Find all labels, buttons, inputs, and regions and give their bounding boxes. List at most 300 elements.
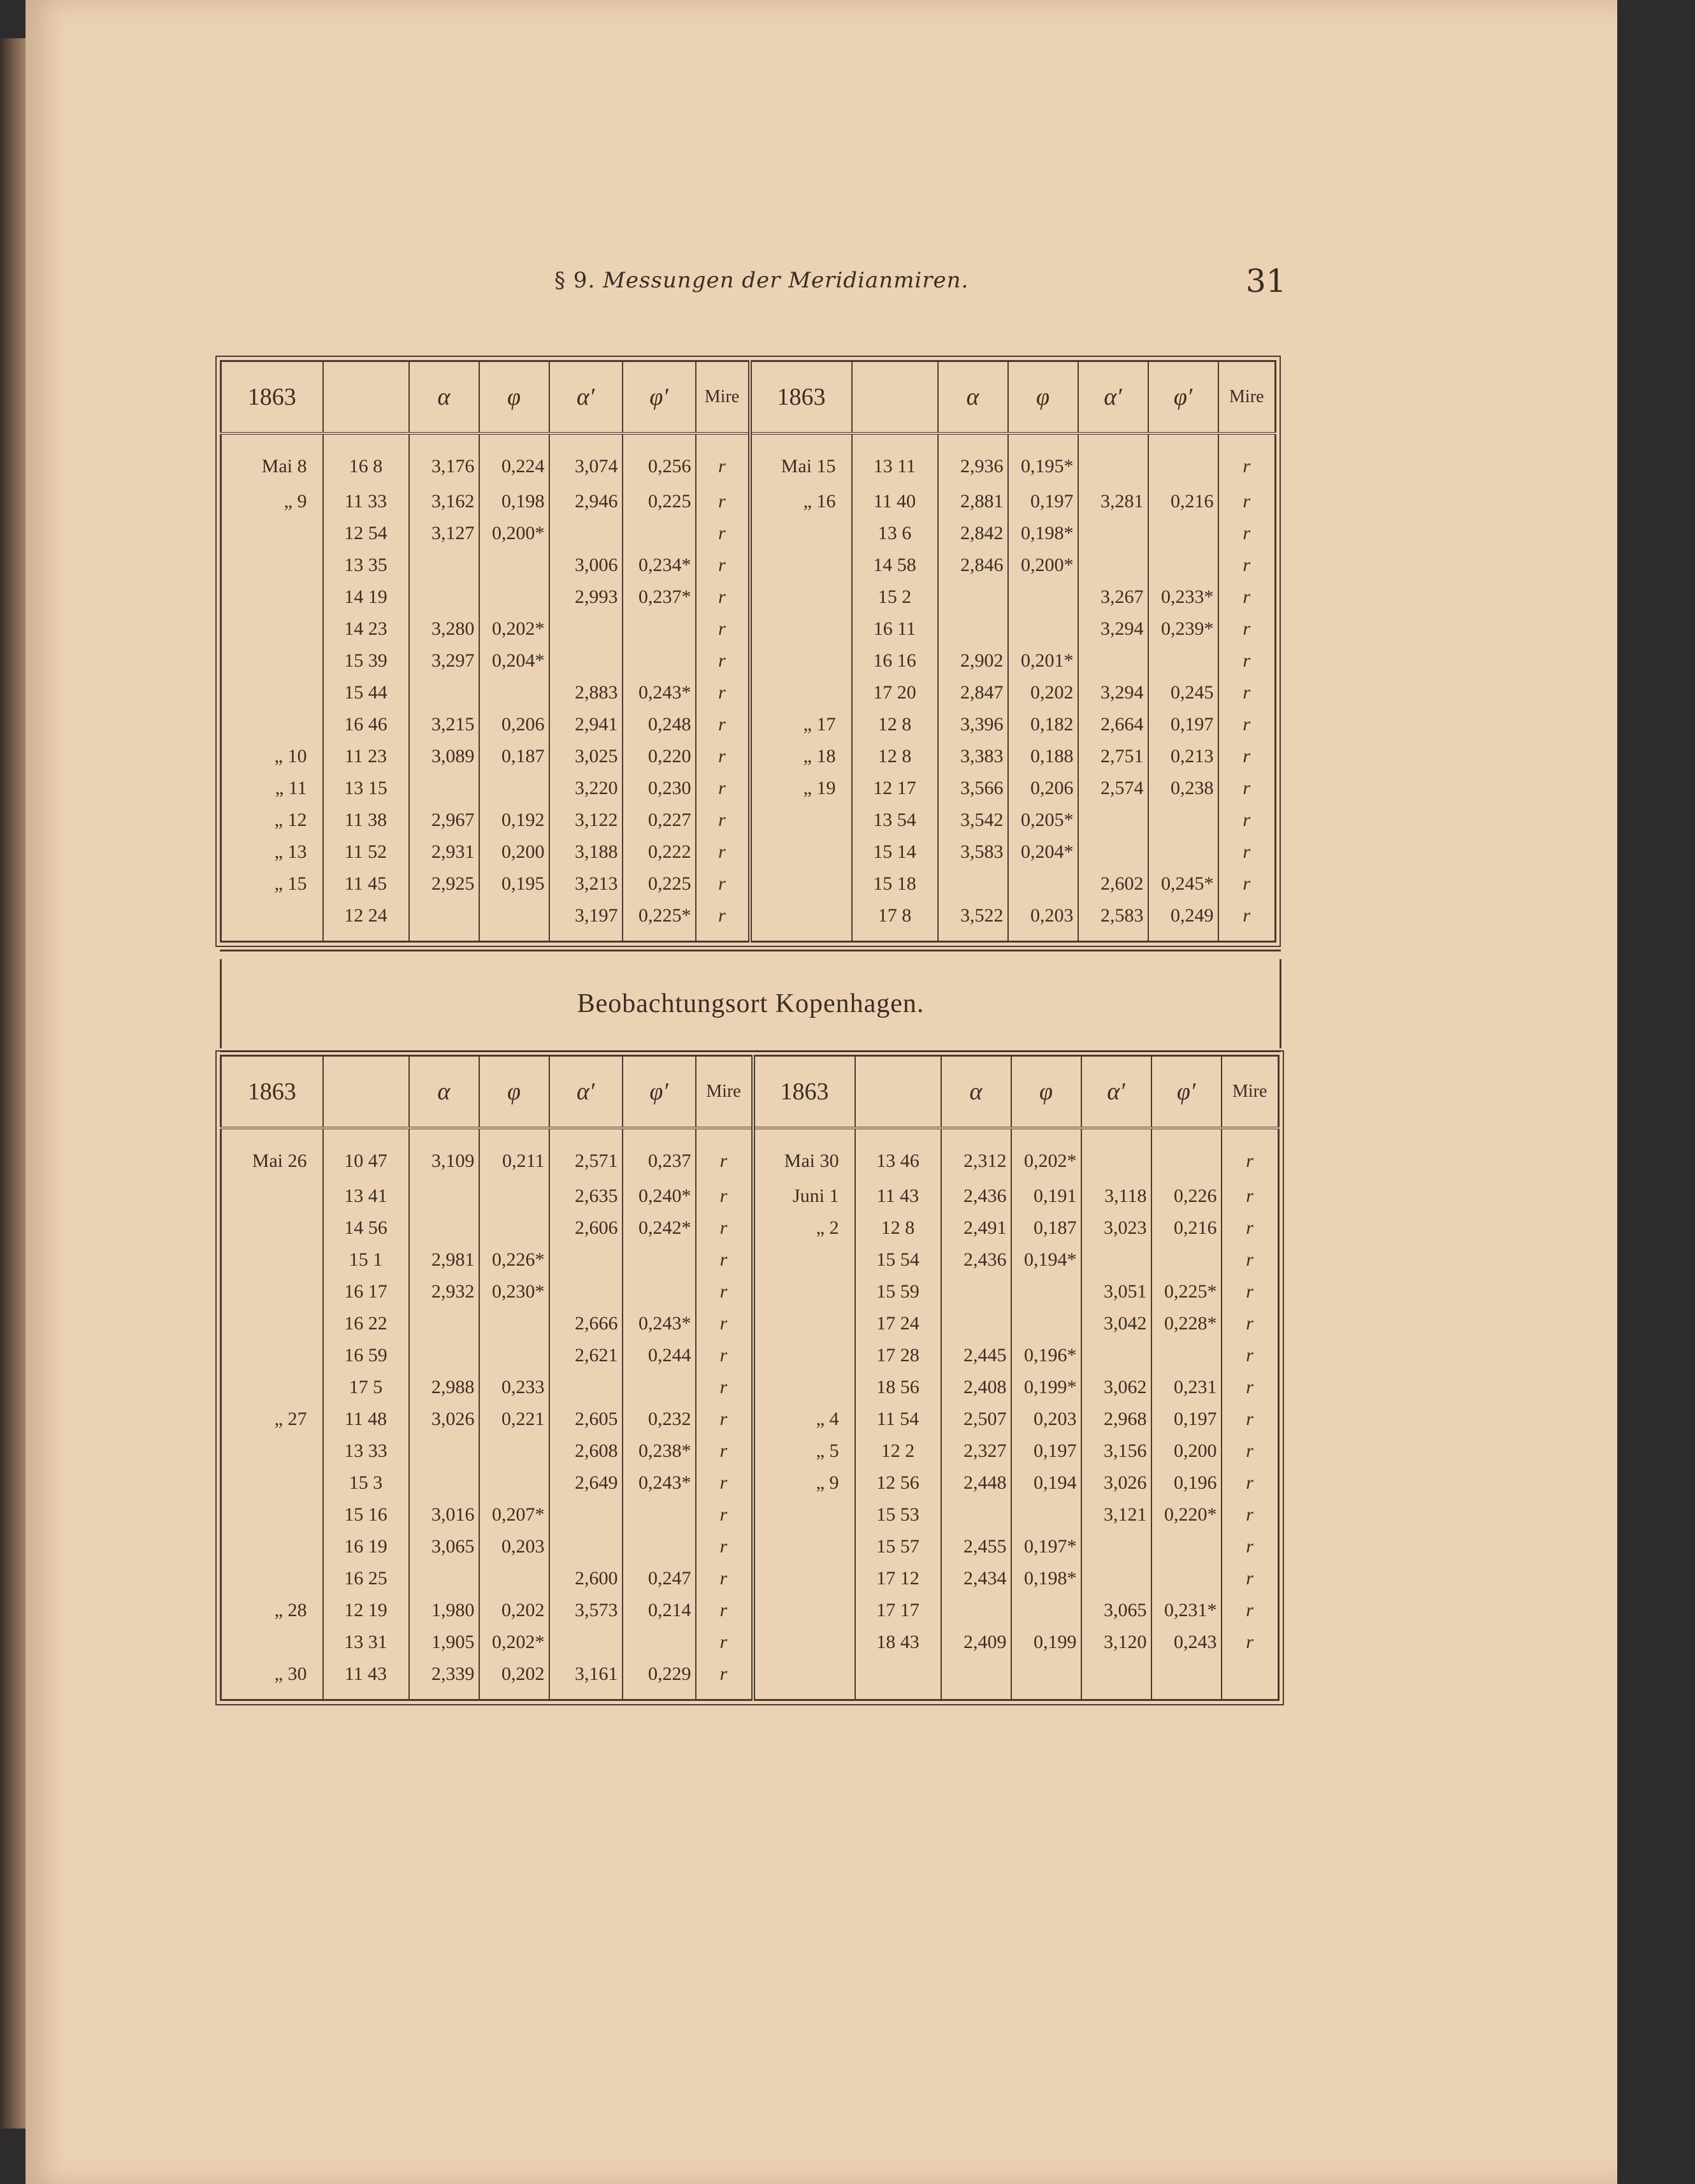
phi-prime-cell (1151, 1563, 1222, 1595)
phi-cell (479, 1212, 549, 1244)
date-cell (221, 1435, 323, 1467)
alpha-prime-cell: 3,026 (1081, 1467, 1151, 1499)
date-cell: „ 13 (274, 841, 307, 862)
table-header-row (221, 361, 1276, 434)
time-cell: 15 44 (323, 677, 409, 709)
date-cell: „ 9 (753, 1467, 855, 1499)
mire-cell: r (696, 1563, 753, 1595)
time-cell: 15 57 (855, 1531, 941, 1563)
mire-cell: r (1222, 1128, 1279, 1180)
mire-cell: r (1222, 1371, 1279, 1403)
phi-prime-cell: 0,196 (1151, 1467, 1222, 1499)
alpha-prime-cell (1078, 836, 1148, 868)
phi-prime-cell: 0,225* (1151, 1276, 1222, 1308)
mire-cell: r (1218, 433, 1276, 486)
date-cell (753, 1371, 855, 1403)
alpha-prime-cell: 2,605 (549, 1403, 623, 1435)
phi-prime-cell: 0,220 (623, 741, 696, 772)
mire-cell: r (1218, 549, 1276, 581)
time-header (323, 361, 409, 434)
alpha-prime-cell: 2,993 (549, 581, 623, 613)
date-cell (750, 900, 852, 942)
date-cell: „ 10 (274, 746, 307, 767)
date-cell (221, 1563, 323, 1595)
phi-prime-cell: 0,256 (623, 433, 696, 486)
alpha-prime-cell (549, 1371, 623, 1403)
time-cell: 18 43 (855, 1626, 941, 1658)
date-cell (750, 517, 852, 549)
phi-prime-cell (1148, 804, 1218, 836)
time-cell: 10 47 (323, 1128, 409, 1180)
time-cell: 16 22 (323, 1308, 409, 1340)
time-cell: 12 54 (323, 517, 409, 549)
mire-cell: r (696, 1244, 753, 1276)
table-row (221, 741, 1276, 772)
alpha-header: α (409, 1056, 479, 1129)
phi-cell: 0,197* (1011, 1531, 1081, 1563)
phi-prime-header: φ′ (623, 361, 696, 434)
time-cell: 16 59 (323, 1340, 409, 1371)
alpha-cell (409, 1467, 479, 1499)
alpha-cell: 1,905 (409, 1626, 479, 1658)
time-cell: 15 1 (323, 1244, 409, 1276)
phi-cell: 0,202* (479, 613, 549, 645)
time-cell: 13 41 (323, 1180, 409, 1212)
alpha-cell: 2,408 (941, 1371, 1011, 1403)
date-cell: Mai 8 (261, 456, 307, 477)
mire-cell: r (696, 581, 750, 613)
date-cell (221, 1467, 323, 1499)
table-row (221, 900, 1276, 942)
mire-cell: r (1218, 741, 1276, 772)
alpha-cell (941, 1308, 1011, 1340)
mire-cell: r (696, 645, 750, 677)
phi-prime-cell (623, 1531, 696, 1563)
alpha-cell: 2,846 (938, 549, 1008, 581)
phi-prime-cell (623, 1499, 696, 1531)
mire-cell: r (1222, 1467, 1279, 1499)
phi-cell (479, 1563, 549, 1595)
alpha-prime-cell: 3,120 (1081, 1626, 1151, 1658)
phi-prime-cell (623, 613, 696, 645)
phi-cell: 0,204* (1008, 836, 1078, 868)
phi-prime-cell: 0,225 (623, 486, 696, 517)
mire-cell: r (1218, 677, 1276, 709)
table-row (221, 1658, 1279, 1700)
phi-prime-cell: 0,231 (1151, 1371, 1222, 1403)
phi-prime-cell (1151, 1340, 1222, 1371)
mire-cell: r (1222, 1244, 1279, 1276)
phi-prime-cell: 0,228* (1151, 1308, 1222, 1340)
date-cell: Juni 1 (753, 1180, 855, 1212)
phi-cell (479, 1467, 549, 1499)
date-cell (753, 1595, 855, 1626)
phi-prime-cell: 0,232 (623, 1403, 696, 1435)
alpha-prime-cell: 2,883 (549, 677, 623, 709)
phi-cell: 0,202* (479, 1626, 549, 1658)
phi-cell: 0,182 (1008, 709, 1078, 741)
time-cell: 16 17 (323, 1276, 409, 1308)
alpha-cell (941, 1658, 1011, 1700)
phi-prime-cell: 0,239* (1148, 613, 1218, 645)
date-cell (753, 1308, 855, 1340)
phi-cell: 0,207* (479, 1499, 549, 1531)
phi-header: φ (1008, 361, 1078, 434)
alpha-prime-cell (1081, 1531, 1151, 1563)
phi-cell: 0,196* (1011, 1340, 1081, 1371)
alpha-prime-cell: 2,666 (549, 1308, 623, 1340)
time-cell: 11 48 (323, 1403, 409, 1435)
phi-prime-cell: 0,237* (623, 581, 696, 613)
date-cell (753, 1340, 855, 1371)
phi-cell: 0,195 (479, 868, 549, 900)
date-cell (221, 900, 323, 942)
year-header: 1863 (753, 1056, 855, 1129)
alpha-prime-cell: 2,602 (1078, 868, 1148, 900)
mire-cell: r (696, 1626, 753, 1658)
table-row (221, 1308, 1279, 1340)
alpha-prime-cell: 3,074 (549, 433, 623, 486)
time-cell: 11 33 (323, 486, 409, 517)
phi-header: φ (479, 1056, 549, 1129)
mire-cell: r (1218, 804, 1276, 836)
phi-prime-cell: 0,230 (623, 772, 696, 804)
date-cell: „ 30 (274, 1663, 307, 1684)
alpha-prime-cell (1078, 433, 1148, 486)
phi-prime-header: φ′ (623, 1056, 696, 1129)
mire-header: Mire (1218, 361, 1276, 434)
phi-prime-cell: 0,242* (623, 1212, 696, 1244)
date-cell: Mai 26 (252, 1150, 307, 1171)
phi-prime-cell (623, 1276, 696, 1308)
alpha-prime-cell: 3,023 (1081, 1212, 1151, 1244)
phi-cell: 0,191 (1011, 1180, 1081, 1212)
mire-header: Mire (696, 361, 750, 434)
time-cell: 16 46 (323, 709, 409, 741)
time-cell: 12 17 (852, 772, 938, 804)
phi-prime-cell: 0,225 (623, 868, 696, 900)
alpha-prime-cell: 2,606 (549, 1212, 623, 1244)
table-row (221, 1563, 1279, 1595)
mire-cell: r (1218, 517, 1276, 549)
phi-prime-cell: 0,238 (1148, 772, 1218, 804)
alpha-cell: 2,312 (941, 1128, 1011, 1180)
alpha-header: α (938, 361, 1008, 434)
phi-prime-cell: 0,240* (623, 1180, 696, 1212)
alpha-prime-cell: 3,573 (549, 1595, 623, 1626)
phi-cell: 0,200 (479, 836, 549, 868)
mire-cell: r (1222, 1435, 1279, 1467)
phi-cell: 0,202* (1011, 1128, 1081, 1180)
date-cell (753, 1626, 855, 1658)
phi-prime-cell: 0,216 (1151, 1212, 1222, 1244)
phi-prime-cell (623, 1371, 696, 1403)
date-cell (753, 1244, 855, 1276)
alpha-prime-cell: 3,188 (549, 836, 623, 868)
year-header: 1863 (221, 361, 323, 434)
table-row (221, 709, 1276, 741)
date-cell (750, 677, 852, 709)
time-cell: 11 43 (855, 1180, 941, 1212)
phi-prime-cell: 0,243* (623, 1467, 696, 1499)
phi-cell: 0,203 (1008, 900, 1078, 942)
alpha-prime-cell: 3,294 (1078, 677, 1148, 709)
alpha-cell: 2,507 (941, 1403, 1011, 1435)
mire-cell: r (696, 1531, 753, 1563)
date-cell: „ 9 (284, 491, 307, 512)
table-row (221, 836, 1276, 868)
observation-table-1 (220, 360, 1276, 943)
time-cell: 17 20 (852, 677, 938, 709)
mire-cell: r (696, 1276, 753, 1308)
phi-cell (1008, 613, 1078, 645)
date-cell (221, 645, 323, 677)
mire-cell (1222, 1658, 1279, 1700)
phi-prime-cell: 0,231* (1151, 1595, 1222, 1626)
table-row (221, 1371, 1279, 1403)
alpha-cell: 2,981 (409, 1244, 479, 1276)
alpha-cell (409, 1435, 479, 1467)
phi-prime-cell (623, 645, 696, 677)
alpha-prime-cell (1081, 1658, 1151, 1700)
chapter-title: Messungen der Meridianmiren. (603, 268, 969, 293)
table-body (221, 433, 1276, 942)
table-row (221, 1403, 1279, 1435)
alpha-cell: 2,936 (938, 433, 1008, 486)
alpha-prime-cell: 3,161 (549, 1658, 623, 1700)
phi-prime-cell (1148, 645, 1218, 677)
phi-prime-header: φ′ (1148, 361, 1218, 434)
time-cell: 12 2 (855, 1435, 941, 1467)
alpha-cell (409, 900, 479, 942)
alpha-prime-header: α′ (549, 1056, 623, 1129)
time-cell: 16 16 (852, 645, 938, 677)
phi-cell: 0,206 (479, 709, 549, 741)
phi-cell: 0,198* (1011, 1563, 1081, 1595)
alpha-cell: 2,902 (938, 645, 1008, 677)
phi-prime-cell: 0,200 (1151, 1435, 1222, 1467)
date-cell (221, 1531, 323, 1563)
mire-cell: r (1222, 1308, 1279, 1340)
mire-cell: r (1218, 772, 1276, 804)
alpha-prime-cell (549, 1531, 623, 1563)
phi-cell: 0,192 (479, 804, 549, 836)
phi-cell: 0,202 (479, 1658, 549, 1700)
alpha-prime-cell: 3,122 (549, 804, 623, 836)
table-row (221, 868, 1276, 900)
phi-cell: 0,203 (1011, 1403, 1081, 1435)
alpha-cell: 2,842 (938, 517, 1008, 549)
alpha-cell: 3,280 (409, 613, 479, 645)
date-cell (221, 1180, 323, 1212)
alpha-prime-cell: 2,635 (549, 1180, 623, 1212)
alpha-cell: 2,932 (409, 1276, 479, 1308)
phi-cell: 0,200* (479, 517, 549, 549)
mire-cell: r (1218, 836, 1276, 868)
phi-cell: 0,224 (479, 433, 549, 486)
mire-cell: r (1222, 1212, 1279, 1244)
time-cell: 12 8 (855, 1212, 941, 1244)
time-cell: 17 28 (855, 1340, 941, 1371)
time-cell: 11 43 (323, 1658, 409, 1700)
phi-prime-cell: 0,245* (1148, 868, 1218, 900)
mire-cell: r (696, 1658, 753, 1700)
mire-cell: r (696, 741, 750, 772)
time-cell: 13 6 (852, 517, 938, 549)
alpha-prime-cell: 2,649 (549, 1467, 623, 1499)
alpha-prime-cell: 3,065 (1081, 1595, 1151, 1626)
phi-cell: 0,202 (479, 1595, 549, 1626)
mire-header: Mire (1222, 1056, 1279, 1129)
phi-prime-cell (1148, 549, 1218, 581)
alpha-cell: 3,396 (938, 709, 1008, 741)
phi-prime-cell: 0,226 (1151, 1180, 1222, 1212)
date-cell: „ 16 (750, 486, 852, 517)
alpha-cell: 2,967 (409, 804, 479, 836)
alpha-prime-cell: 3,121 (1081, 1499, 1151, 1531)
time-cell: 15 54 (855, 1244, 941, 1276)
time-cell: 16 25 (323, 1563, 409, 1595)
phi-prime-cell: 0,238* (623, 1435, 696, 1467)
mire-cell: r (696, 677, 750, 709)
phi-cell (1008, 868, 1078, 900)
phi-prime-cell: 0,233* (1148, 581, 1218, 613)
divider (220, 950, 1281, 951)
alpha-prime-cell: 2,600 (549, 1563, 623, 1595)
year-header: 1863 (221, 1056, 323, 1129)
table-row (221, 1499, 1279, 1531)
alpha-cell: 1,980 (409, 1595, 479, 1626)
date-cell: „ 4 (753, 1403, 855, 1435)
alpha-cell: 2,455 (941, 1531, 1011, 1563)
alpha-prime-cell (549, 1244, 623, 1276)
alpha-prime-cell: 2,574 (1078, 772, 1148, 804)
date-cell: „ 18 (750, 741, 852, 772)
mire-cell: r (696, 900, 750, 942)
alpha-cell (409, 1563, 479, 1595)
date-cell (221, 709, 323, 741)
date-cell (221, 581, 323, 613)
phi-cell: 0,199 (1011, 1626, 1081, 1658)
alpha-cell: 2,491 (941, 1212, 1011, 1244)
time-cell: 15 16 (323, 1499, 409, 1531)
mire-cell: r (1218, 900, 1276, 942)
alpha-cell: 3,089 (409, 741, 479, 772)
alpha-prime-cell (1081, 1340, 1151, 1371)
phi-prime-cell (1151, 1128, 1222, 1180)
alpha-prime-header: α′ (549, 361, 623, 434)
phi-cell: 0,197 (1008, 486, 1078, 517)
phi-prime-cell (1151, 1244, 1222, 1276)
alpha-prime-cell (549, 1499, 623, 1531)
phi-cell (479, 900, 549, 942)
alpha-header: α (409, 361, 479, 434)
phi-cell (479, 1340, 549, 1371)
alpha-prime-header: α′ (1081, 1056, 1151, 1129)
alpha-cell (409, 1340, 479, 1371)
phi-cell: 0,187 (1011, 1212, 1081, 1244)
date-cell (221, 1626, 323, 1658)
mire-cell: r (1222, 1595, 1279, 1626)
table-row (221, 549, 1276, 581)
time-cell: 13 15 (323, 772, 409, 804)
alpha-prime-header: α′ (1078, 361, 1148, 434)
date-cell (753, 1531, 855, 1563)
table-row (221, 677, 1276, 709)
phi-cell: 0,187 (479, 741, 549, 772)
alpha-cell: 3,162 (409, 486, 479, 517)
phi-cell: 0,203 (479, 1531, 549, 1563)
phi-cell (1011, 1499, 1081, 1531)
table-row (221, 1340, 1279, 1371)
phi-prime-cell: 0,216 (1148, 486, 1218, 517)
phi-prime-cell: 0,243* (623, 677, 696, 709)
date-cell: „ 28 (274, 1600, 307, 1621)
date-cell (750, 804, 852, 836)
alpha-cell: 3,297 (409, 645, 479, 677)
alpha-cell: 2,445 (941, 1340, 1011, 1371)
alpha-cell: 3,109 (409, 1128, 479, 1180)
date-cell (221, 1244, 323, 1276)
alpha-prime-cell (1078, 645, 1148, 677)
alpha-prime-cell (1078, 549, 1148, 581)
alpha-prime-cell (549, 645, 623, 677)
alpha-cell: 2,448 (941, 1467, 1011, 1499)
mire-cell: r (696, 517, 750, 549)
date-cell: „ 5 (753, 1435, 855, 1467)
alpha-cell (409, 1212, 479, 1244)
phi-cell: 0,194 (1011, 1467, 1081, 1499)
phi-cell: 0,188 (1008, 741, 1078, 772)
alpha-prime-cell (549, 517, 623, 549)
date-cell: „ 15 (274, 873, 307, 894)
alpha-prime-cell (1078, 517, 1148, 549)
date-cell (750, 581, 852, 613)
alpha-cell: 2,436 (941, 1244, 1011, 1276)
table-row (221, 1276, 1279, 1308)
mire-cell: r (1218, 486, 1276, 517)
alpha-header: α (941, 1056, 1011, 1129)
phi-prime-cell (1148, 517, 1218, 549)
time-cell: 15 2 (852, 581, 938, 613)
phi-prime-cell: 0,214 (623, 1595, 696, 1626)
alpha-prime-cell (1081, 1128, 1151, 1180)
time-cell: 17 17 (855, 1595, 941, 1626)
date-cell (221, 1499, 323, 1531)
phi-cell: 0,200* (1008, 549, 1078, 581)
time-cell: 13 46 (855, 1128, 941, 1180)
observation-table-2 (220, 1055, 1280, 1701)
running-title (554, 268, 969, 293)
time-cell: 13 31 (323, 1626, 409, 1658)
time-cell: 12 19 (323, 1595, 409, 1626)
time-cell: 12 56 (855, 1467, 941, 1499)
alpha-cell (938, 581, 1008, 613)
phi-cell (1008, 581, 1078, 613)
phi-cell (1011, 1595, 1081, 1626)
phi-prime-cell: 0,227 (623, 804, 696, 836)
table-row (221, 613, 1276, 645)
phi-cell (1011, 1276, 1081, 1308)
table-row (221, 517, 1276, 549)
phi-prime-header: φ′ (1151, 1056, 1222, 1129)
date-cell (221, 1308, 323, 1340)
alpha-prime-cell: 2,751 (1078, 741, 1148, 772)
time-cell (855, 1658, 941, 1700)
date-cell: „ 2 (753, 1212, 855, 1244)
mire-cell: r (1222, 1180, 1279, 1212)
alpha-cell: 3,176 (409, 433, 479, 486)
